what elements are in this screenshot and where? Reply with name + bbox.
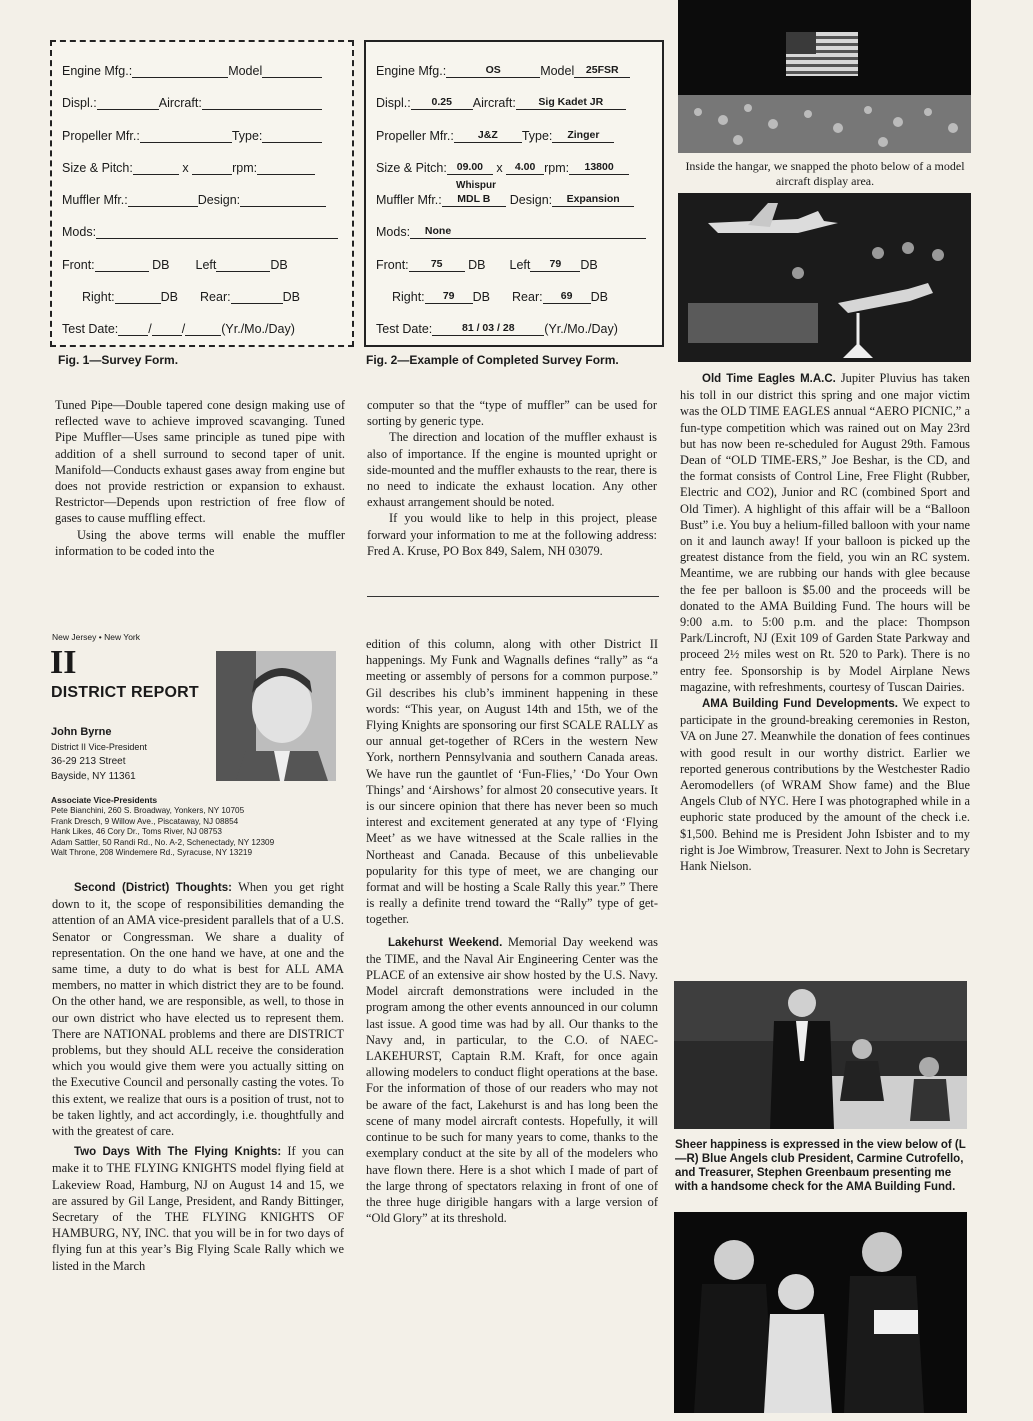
label-rpm: rpm: — [544, 161, 570, 175]
muffler-type-text: computer so that the “type of muffler” can be used for sorting by generic type. — [367, 398, 657, 429]
form2-row-muffler — [376, 192, 652, 212]
rally-text: edition of this column, along with other District II happenings. My Funk and Wagnalls defines “rally” as “a meeting or assembly of persons for a common purpose.” Gil describes his club’s imminent happening in these words: “This year, on August 14th and 15th, we of the Flying Knights are sponsoring our first SCALE RALLY as our annual get-together of RCers in the western New York, northern Pennsylvania and southern Canada areas. We have run the gauntlet of ‘Fun-Flies,’ ‘Do Your Own Things’ and ‘Airshows’ for almost 20 consecutive years. It is our sincere opinion that there has never been so much interest and excitement generated at any type of ‘Flying Meet’ as we have witnessed at the Scale rallies in the Northeast and Canada. Because of this unbelievable popularity for this type of meet, we are changing our format and will be hosting a Scale Rally this year.” There is really a definite trend toward the “Rally” type of get-together. — [366, 637, 658, 927]
value-muffler-top: Whispur — [456, 180, 496, 191]
label-prop-mfr: Propeller Mfr.: — [376, 129, 454, 143]
tuned-pipe-column-2 — [367, 397, 657, 559]
label-db: DB — [160, 290, 179, 304]
blue-angels-caption: Sheer happiness is expressed in the view below of (L—R) Blue Angels club President, Carmine Cutrofello, and Treasurer, Stephen Greenbaum presenting me with a handsome check for the AMA Building Fund. — [675, 1139, 966, 1193]
value-size: 09.00 — [447, 160, 493, 175]
photo-hangar-crowd — [678, 0, 971, 153]
label-aircraft: Aircraft: — [472, 96, 516, 110]
label-mods: Mods: — [376, 225, 411, 239]
check-presentation-image — [674, 981, 967, 1129]
building-fund-heading: AMA Building Fund Developments. — [702, 698, 898, 711]
form2-row-date — [376, 321, 652, 341]
happiness-image — [674, 1212, 967, 1413]
label-db: DB — [472, 290, 491, 304]
photo-happiness — [674, 1212, 967, 1413]
label-model: Model — [540, 64, 575, 78]
label-left: Left — [509, 258, 531, 272]
label-front: Front: — [62, 258, 95, 272]
label-date-format: (Yr./Mo./Day) — [544, 322, 618, 336]
associate-vp: Adam Sattler, 50 Randi Rd., No. A-2, Schenectady, NY 12309 — [51, 837, 275, 847]
associate-vps — [51, 795, 351, 859]
author-portrait — [216, 651, 336, 781]
label-test-date: Test Date: — [376, 322, 433, 336]
label-slash: / — [181, 322, 186, 336]
fig1-caption: Fig. 1—Survey Form. — [58, 353, 179, 367]
form-row-displ — [62, 95, 342, 115]
associate-vp: Frank Dresch, 9 Willow Ave., Piscataway, NJ 08854 — [51, 816, 239, 826]
label-rear: Rear: — [512, 290, 543, 304]
form-row-right — [82, 289, 342, 309]
section-divider — [367, 596, 659, 597]
exhaust-direction-text: The direction and location of the muffler exhaust is also of importance. If the engine is mounted upright or side-mounted and the muffler exhausts to the rear, there is no need to indicate the exhaust location. Any other exhaust arrangement should be noted. — [367, 430, 657, 510]
label-model: Model — [228, 64, 263, 78]
tuned-pipe-column-1 — [55, 397, 345, 559]
label-x: x — [182, 161, 189, 175]
value-type: Zinger — [552, 128, 614, 143]
hangar-crowd-image — [678, 0, 971, 153]
value-front: 75 — [409, 257, 465, 272]
label-left: Left — [195, 258, 217, 272]
model-display-image — [678, 193, 971, 362]
form2-row-prop — [376, 128, 652, 148]
author-address-1: 36-29 213 Street — [51, 756, 126, 767]
photo-check-presentation — [674, 981, 967, 1129]
label-size-pitch: Size & Pitch: — [62, 161, 133, 175]
value-aircraft: Sig Kadet JR — [516, 95, 626, 110]
form-row-engine — [62, 63, 342, 83]
flying-knights-text: If you can make it to THE FLYING KNIGHTS model flying field at Lakeview Road, Hamburg, NJ on August 14 and 15, we are assured by Gil Lange, President, and Randy Bittinger, Secretary of the THE FLYING KNIGHTS OF HAMBURG, NY, INC. that you will be in for two days of flying fun at this year’s Big Flying Scale Rally which we listed in the March — [52, 1144, 344, 1273]
form2-row-right — [392, 289, 652, 309]
label-front: Front: — [376, 258, 409, 272]
label-type: Type: — [231, 129, 263, 143]
survey-form-blank — [50, 40, 354, 347]
building-fund-text: We expect to participate in the ground-breaking ceremonies in Reston, VA on June 27. Meanwhile the donation of fees continues with good result in our worthy district. Earlier we reported generous contributions by the Westchester Radio Aeromodellers (of WRAM Show fame) and the Blue Angels Club of NYC. Here I was photographed while in a euphoric state produced by the amount of the check i.e. $1,500. Behind me is President John Isbister and to my right is Joe Wimbrow, Treasurer. Next to John is Secretary Hank Nielson. — [680, 696, 970, 874]
second-thoughts-text: When you get right down to it, the scope of responsibilities demanding the attention of an AMA vice-president parallels that of a U.S. Senator or Congressman. We share a duality of representation. On the one hand we have, at one and the same time, a duty to do what is best for ALL AMA members, no matter in which district they are to be found. On the other hand, we are responsible, as well, to those in our own district who have elected us to represent them. There are NATIONAL problems and there are DISTRICT problems, but they should ALL receive the consideration which you would give them were you actually sitting on the Executive Council and personally casting the votes. To this extent, we realize that ours is a position of trust, not to be taken lightly, and act accordingly, i.e. thoughtfully and with the greatest of care. — [52, 880, 344, 1139]
value-left: 79 — [530, 257, 580, 272]
form-row-muffler — [62, 192, 342, 212]
photo-model-display — [678, 193, 971, 362]
district-title: DISTRICT REPORT — [51, 684, 199, 701]
form-row-date — [62, 321, 342, 341]
label-db: DB — [270, 258, 288, 272]
label-aircraft: Aircraft: — [158, 96, 202, 110]
old-time-eagles-heading: Old Time Eagles M.A.C. — [702, 373, 836, 385]
value-right: 79 — [425, 289, 473, 304]
value-mods: None — [410, 224, 466, 239]
form2-row-mods — [376, 224, 652, 244]
survey-form-completed — [364, 40, 664, 347]
associate-vp: Hank Likes, 46 Cory Dr., Toms River, NJ 08753 — [51, 827, 222, 836]
help-address-text: If you would like to help in this project, please forward your information to me at the following address: Fred A. Kruse, PO Box 849, Salem, NH 03079. — [367, 511, 657, 558]
hangar-caption: Inside the hangar, we snapped the photo below of a model aircraft display area. — [685, 159, 965, 188]
label-displ: Displ.: — [376, 96, 411, 110]
form2-row-engine — [376, 63, 652, 83]
label-rear: Rear: — [200, 290, 231, 304]
label-right: Right: — [392, 290, 425, 304]
portrait-image — [216, 651, 336, 781]
label-size-pitch: Size & Pitch: — [376, 161, 447, 175]
form-row-front — [62, 257, 342, 277]
label-design: Design: — [509, 193, 553, 207]
flag-image — [786, 32, 858, 76]
value-pitch: 4.00 — [506, 160, 544, 175]
author-address-2: Bayside, NY 11361 — [51, 771, 136, 782]
label-rpm: rpm: — [232, 161, 258, 175]
label-x: x — [496, 161, 503, 175]
label-muffler-mfr: Muffler Mfr.: — [62, 193, 128, 207]
tuned-pipe-coding: Using the above terms will enable the muffler information to be coded into the — [55, 527, 345, 558]
form-row-size — [62, 160, 342, 180]
label-type: Type: — [521, 129, 553, 143]
label-engine-mfg: Engine Mfg.: — [376, 64, 447, 78]
flying-knights-heading: Two Days With The Flying Knights: — [74, 1146, 282, 1159]
district-states: New Jersey • New York — [52, 632, 141, 642]
label-mods: Mods: — [62, 225, 97, 239]
old-time-eagles-text: Jupiter Pluvius has taken his toll in our district this spring and one major victim was the OLD TIME EAGLES annual “AERO PICNIC,” a fun-type competition which was rained out on May 23rd but has now been re-scheduled for August 29th. Famous Dean of “OLD TIME-ERS,” Joe Beshar, is the CD, and the format consists of Control Line, Free Flight (Rubber, Electric and CO2), Junior and RC (combined Sport and Old Timer). A highlight of this affair will be a “Balloon Bust” i.e. You buy a helium-filled balloon with your name on it and launch away! If your balloon is picked up the greatest distance from the field, you win an RC system. Meantime, we are rubbing our hands with glee because the fee per balloon is $5.00 and the proceeds will be donated to the AMA Building Fund. The hours will be 9:00 a.m. to 5:00 p.m. and the place: Thompson Park/Lincroft, NJ (Exit 109 of Garden State Parkway and proceed 2½ miles west on Rt. 520 to Park). There is no entry fee. Sponsorship is by Model Airplane News magazine, with refreshments, courtesy of Tuscan Dairies. — [680, 371, 970, 694]
form2-row-front — [376, 257, 652, 277]
label-db: DB — [590, 290, 608, 304]
value-displ: 0.25 — [411, 95, 473, 110]
right-column-text — [680, 370, 970, 874]
left-column-text — [52, 879, 344, 1274]
label-displ: Displ.: — [62, 96, 97, 110]
associate-vp: Pete Bianchini, 260 S. Broadway, Yonkers, NY 10705 — [51, 806, 245, 815]
value-date: 81 / 03 / 28 — [432, 321, 544, 336]
form2-row-size — [376, 160, 652, 180]
associate-vp: Walt Throne, 208 Windemere Rd., Syracuse, NY 13219 — [51, 848, 252, 857]
label-db: DB — [468, 258, 486, 272]
label-test-date: Test Date: — [62, 322, 119, 336]
second-thoughts-heading: Second (District) Thoughts: — [74, 882, 232, 894]
value-engine: OS — [446, 63, 540, 78]
middle-column-text — [366, 636, 658, 1226]
lakehurst-text: Memorial Day weekend was the TIME, and the Naval Air Engineering Center was the PLACE of an extensive air show hosted by the U.S. Navy. Model aircraft demonstrations were included in the program among the other events announced in our column last issue. A good time was had by all. Our thanks to the Navy and, in particular, to the C.O. of NAEC-LAKEHURST, Captain R.M. Kraft, for once again allowing modelers to conduct flight operations at the base. For the information of those of our readers who may not be aware of the fact, Lakehurst is and has long been the scene of many model aircraft contests. Hopefully, it will continue to be such for many years to come, thanks to the exemplary conduct at the site by all of the modelers who have flown there. Here is a shot which I made of part of the large throng of spectators relaxing in front of one of the three huge dirigible hangars with a large version of “Old Glory” at its threshold. — [366, 934, 658, 1226]
label-slash: / — [148, 322, 152, 336]
label-engine-mfg: Engine Mfg.: — [62, 64, 133, 78]
label-db: DB — [152, 258, 170, 272]
check-image — [874, 1310, 918, 1334]
associate-vps-heading: Associate Vice-Presidents — [51, 795, 158, 805]
label-prop-mfr: Propeller Mfr.: — [62, 129, 140, 143]
label-db: DB — [282, 290, 300, 304]
label-design: Design: — [197, 193, 241, 207]
label-db: DB — [580, 258, 598, 272]
value-design: Expansion — [552, 192, 634, 207]
label-date-format: (Yr./Mo./Day) — [221, 322, 295, 336]
value-model: 25FSR — [574, 63, 630, 78]
label-muffler-mfr: Muffler Mfr.: — [376, 193, 442, 207]
value-muffler: MDL B — [442, 192, 506, 207]
form-row-prop — [62, 128, 342, 148]
value-rpm: 13800 — [569, 160, 629, 175]
author-name: John Byrne — [51, 726, 112, 738]
form-row-mods — [62, 224, 342, 244]
tuned-pipe-definitions: Tuned Pipe—Double tapered cone design making use of reflected wave to achieve improved scavanging. Tuned Pipe Muffler—Uses same principle as tuned pipe with addition of a shell surround to second taper of unit. Manifold—Conducts exhaust gases away from engine but does not provide restriction or expansion to exhaust. Restrictor—Depends upon restriction of free flow of gases to cause muffling effect. — [55, 398, 345, 526]
lakehurst-heading: Lakehurst Weekend. — [388, 936, 503, 949]
form2-row-displ — [376, 95, 652, 115]
value-rear: 69 — [543, 289, 591, 304]
district-numeral: II — [50, 644, 77, 681]
author-role: District II Vice-President — [51, 742, 147, 752]
label-right: Right: — [82, 290, 115, 304]
fig2-caption: Fig. 2—Example of Completed Survey Form. — [366, 353, 619, 367]
value-prop: J&Z — [454, 128, 522, 143]
